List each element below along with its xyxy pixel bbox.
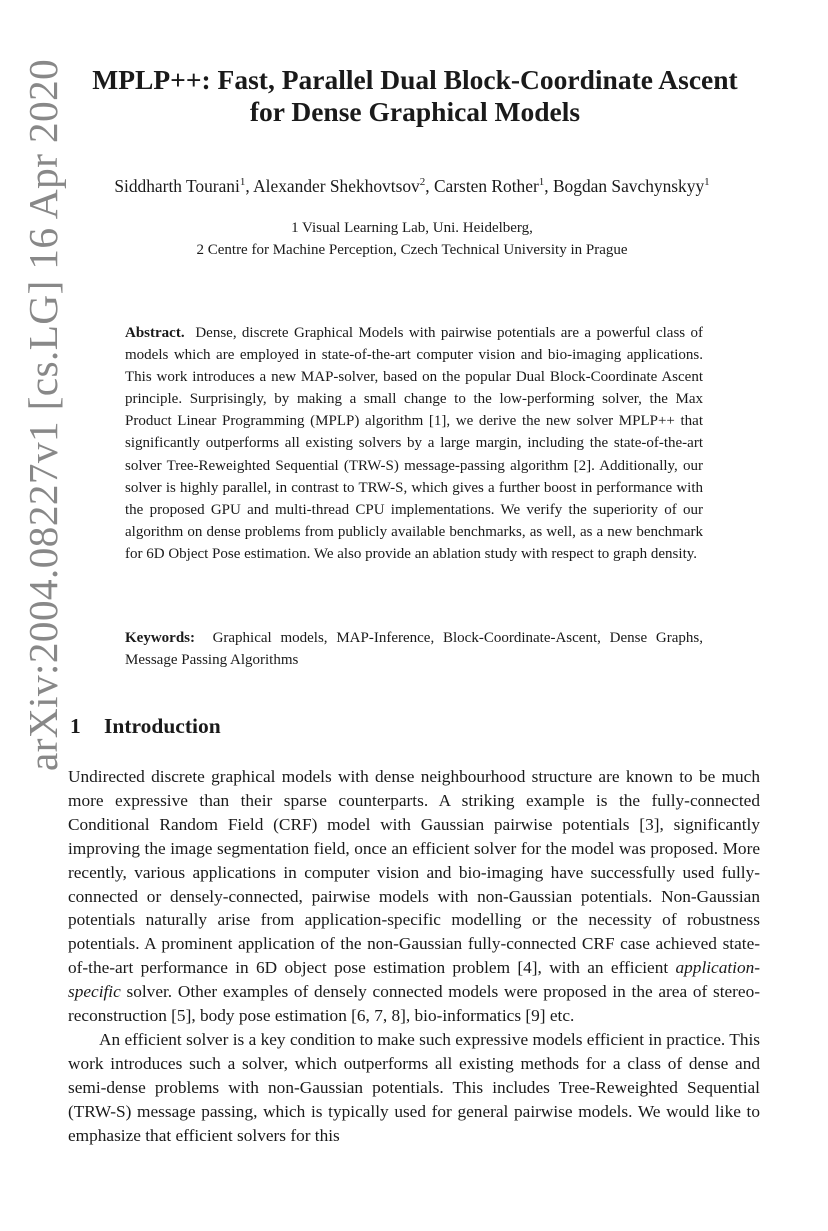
author [434,176,553,196]
section-number: 1 [70,714,81,738]
abstract-text: Dense, discrete Graphical Models with pairwise potentials are a powerful class of models which are employed in state-of-the-art computer vision and bio-imaging applications. This work introduces a new MAP-solver, based on the popular Dual Block-Coordinate Ascent principle. Surprisingly, by making a small change to the low-performing solver, the Max Product Linear Programming (MPLP) algorithm [1], we derive the new solver MPLP++ that significantly outperforms all existing solvers by a large margin, including the state-of-the-art solver Tree-Reweighted Sequential (TRW-S) message-passing algorithm [2]. Additionally, our solver is highly parallel, in contrast to TRW-S, which gives a further boost in performance with the proposed GPU and multi-thread CPU implementations. We verify the superiority of our algorithm on dense problems from publicly available benchmarks, as well, as a new benchmark for 6D Object Pose estimation. We also provide an ablation study with respect to graph density. [125,325,703,562]
author-name: Alexander Shekhovtsov [253,176,420,196]
author [114,176,253,196]
author-separator: , [544,176,553,196]
arxiv-identifier-stamp [18,58,68,772]
affiliation-mark: 1 [538,176,545,189]
author-separator: , [245,176,254,196]
keywords [125,627,703,671]
arxiv-identifier-text: arXiv:2004.08227v1 [cs.LG] 16 Apr 2020 [20,58,67,772]
paragraph-text: Undirected discrete graphical models with dense neighbourhood structure are known to be much more expressive than their sparse counterparts. A striking example is the fully-connected Conditional Random Field (CRF) model with Gaussian pairwise potentials [3], significantly improving the image segmentation field, once an efficient solver for the model was proposed. More recently, various applications in computer vision and bio-imaging have successfully used fully-connected or densely-connected, pairwise models with non-Gaussian potentials. Non-Gaussian potentials naturally arise from application-specific modelling or the necessity of robustness potentials. A prominent application of the non-Gaussian fully-connected CRF case achieved state-of-the-art performance in 6D object pose estimation problem [4], with an efficient [68,767,760,978]
author [253,176,434,196]
body-paragraph: An efficient solver is a key condition to make such expressive models efficient in practice. This work introduces such a solver, which outperforms all existing methods for a class of dense and semi-dense problems with non-Gaussian potentials. This includes Tree-Reweighted Sequential (TRW-S) message passing, which is typically used for general pairwise models. We would like to emphasize that efficient solvers for this [68,1029,760,1145]
paper-title-line-2: for Dense Graphical Models [249,96,581,127]
keywords-text: Graphical models, MAP-Inference, Block-Coordinate-Ascent, Dense Graphs, Message Passing Algorithms [125,630,703,669]
author-separator: , [425,176,434,196]
affiliation-mark: 2 [419,176,426,189]
section-title: Introduction [104,714,221,738]
keywords-label: Keywords: [125,630,195,646]
affiliation-mark: 1 [704,176,710,189]
paper-title-line-1: MPLP++: Fast, Parallel Dual Block-Coordinate Ascent [92,64,738,95]
author-name: Bogdan Savchynskyy [552,176,705,196]
body-paragraph [68,765,760,1028]
affiliation-line: 1 Visual Learning Lab, Uni. Heidelberg, [291,220,533,236]
abstract [125,322,703,565]
paper-title [70,64,760,128]
author-name: Siddharth Tourani [114,176,240,196]
author-name: Carsten Rother [433,176,539,196]
abstract-label: Abstract. [125,325,185,341]
affiliations [62,217,762,261]
paragraph-text: solver. Other examples of densely connected models were proposed in the area of stereo-reconstruction [5], body pose estimation [6, 7, 8], bio-informatics [9] etc. [68,982,760,1026]
body-text [68,765,760,1148]
affiliation-mark: 1 [239,176,246,189]
author [553,176,710,196]
author-list [62,174,762,198]
emphasized-text: application-specific [68,958,760,1002]
affiliation-line: 2 Centre for Machine Perception, Czech Technical University in Prague [196,242,628,258]
section-heading [70,711,221,741]
